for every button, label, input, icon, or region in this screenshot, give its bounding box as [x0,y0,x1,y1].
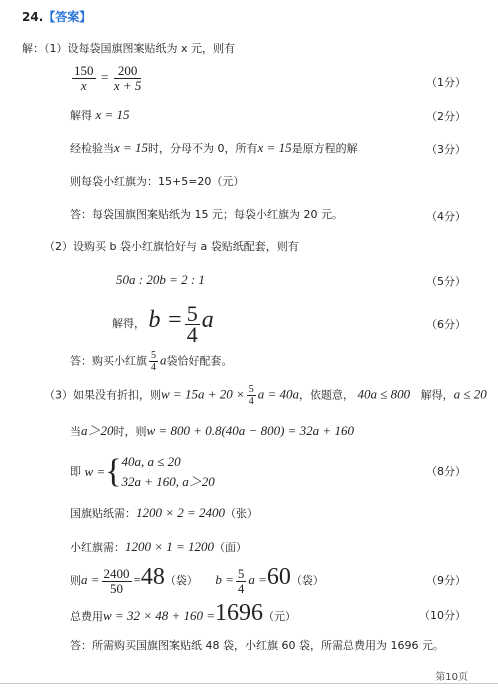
part3-answer: 答：所需购买国旗图案贴纸 48 袋，小红旗 60 袋，所需总费用为 1696 元。 [70,639,444,652]
math: a [201,307,214,333]
text: 解得 [70,109,92,122]
math: 32a + 160, a＞20 [121,474,215,489]
fraction [247,384,256,407]
fraction [236,567,247,596]
score-label: （2分） [426,110,466,123]
part1-answer: 答：每袋国旗图案贴纸为 15 元；每袋小红旗为 20 元。 [70,208,343,221]
math: a = [81,572,100,587]
left-brace: { [105,453,122,490]
score-label: （1分） [426,76,466,89]
math: w = [84,464,106,479]
cases [122,452,215,492]
score-label: （9分） [426,574,466,587]
numerator: 5 [151,350,156,361]
numerator: 5 [248,384,254,395]
fraction [114,64,142,93]
denominator: 4 [248,396,254,407]
text: 小红旗需： [70,541,125,554]
math: 50a : 20b = 2 : 1 [116,272,205,287]
math: 48 [140,564,165,590]
math: a = 40a [257,386,300,402]
part3-stickers [70,506,258,521]
part3-quantities [70,560,324,598]
part2-intro: （2）设购买 b 袋小红旗恰好与 a 袋贴纸配套，则有 [44,240,299,253]
math: w = 800 + 0.8(40a − 800) = 32a + 160 [146,423,354,438]
text: 时，则 [113,425,147,438]
math: 40a ≤ 800 [357,386,411,402]
text: ，依题意， [299,388,355,402]
text: （袋） [290,574,324,587]
math: 1200 × 1 = 1200 [125,539,215,554]
part3-total [70,598,296,632]
part1-equation: $\frac{150}{x}$ = $\frac{200}{x + 5}$ [74,63,142,93]
math: x = 15 [95,107,130,122]
numerator: 2400 [103,565,130,581]
math: x = 15 [114,140,149,155]
fraction [102,567,132,596]
numerator: 200 [114,64,142,79]
score-label: （6分） [426,318,466,331]
denominator: 50 [110,580,124,596]
text: 则 [70,574,81,587]
answer-tag: 【答案】 [43,10,92,24]
math: = [133,572,141,587]
score-label: （3分） [426,143,466,156]
part2-solve [112,302,214,345]
text: 答：购买小红旗 [70,354,147,368]
text: 经检验当 [70,142,114,155]
text: 即 [70,465,81,478]
score-label: （5分） [426,275,466,288]
text: （元） [263,610,297,623]
text: 解得， [112,317,145,330]
denominator: x [80,78,87,93]
part3-case [70,424,354,439]
part2-ratio [116,273,205,288]
denominator: 4 [151,362,156,373]
question-number: 24. [22,10,44,24]
text: 是原方程的解 [291,142,358,155]
text: 袋恰好配套。 [166,354,233,368]
text: （张） [225,507,259,520]
text: 解得， [420,388,454,402]
denominator: 4 [186,321,198,347]
fraction [185,300,200,347]
math: a [160,352,167,368]
math: a ≤ 20 [453,386,487,402]
part3-intro [44,384,487,407]
math: w = 32 × 48 + 160 = [103,608,216,623]
math: 40a, a ≤ 20 [121,454,181,469]
question-header [22,10,91,24]
part1-flag-price: 则每袋小红旗为：15+5=20（元） [70,175,245,188]
text: （面） [214,541,248,554]
text: （3）如果没有折扣，则 [44,388,161,402]
score-label: （8分） [426,465,466,478]
numerator: 150 [74,63,94,78]
math: w = 15a + 20 × [161,386,245,402]
numerator: 5 [237,565,245,581]
text: 时，分母不为 0，所有 [148,142,258,155]
math: x = 15 [257,140,292,155]
math: b = [148,307,183,333]
text: （袋） [164,574,198,587]
math: a = [248,572,267,587]
denominator: 4 [237,580,245,596]
text: 当 [70,425,81,438]
score-label: （4分） [426,210,466,223]
part1-check [70,141,358,156]
score-label: （10分） [419,609,466,622]
denominator: x + 5 [113,78,142,93]
text: 国旗贴纸需： [70,507,136,520]
page-number: 第10页 [435,672,468,683]
part1-solve [70,108,130,123]
math: a＞20 [81,423,114,438]
math: 60 [266,564,291,590]
footer-divider [0,683,498,684]
math: b = [215,572,234,587]
numerator: 5 [186,300,198,326]
fraction [149,350,158,373]
math: 1696 [215,600,264,626]
part1-intro: 解：（1）设每袋国旗图案贴纸为 x 元，则有 [22,42,236,55]
part3-piecewise [70,452,215,492]
fraction [72,64,96,93]
math: 1200 × 2 = 2400 [136,505,226,520]
part2-answer [70,350,233,373]
part3-flags [70,540,247,555]
text: 总费用 [70,610,103,623]
